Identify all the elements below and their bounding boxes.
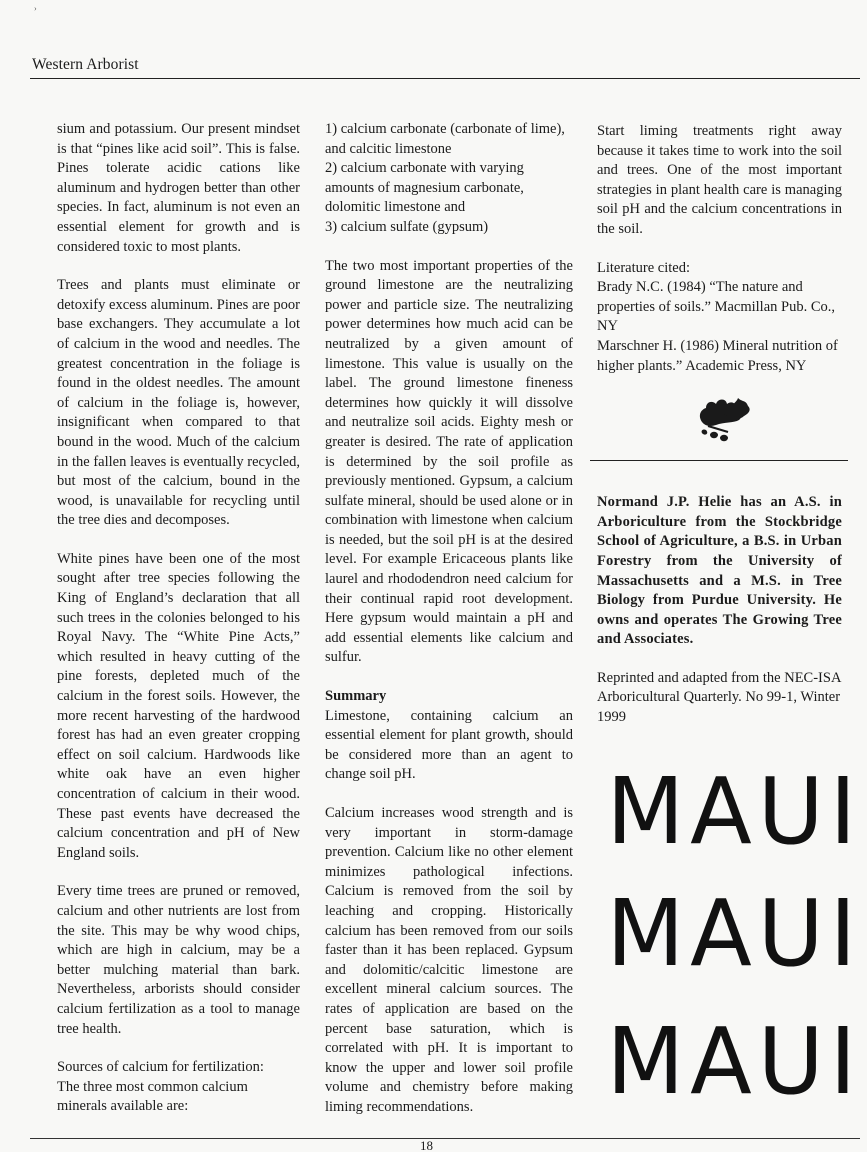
author-bio: Normand J.P. Helie has an A.S. in Arboriculture from the Stockbridge School of Agriculture, a B.S. in Urban Forestry from the University of Massachusetts and a M.S. in Tree Biology from Purdue University. He owns and operates The Growing Tree and Associates. bbox=[597, 494, 842, 648]
paragraph: Trees and plants must eliminate or detoxify excess aluminum. Pines are poor base exchangers. They accumulate a lot of calcium in the wood and needles. The greatest concentration in the foliage is found in the oldest needles. The amount of calcium in the foliage is, however, insignificant when compared to that bound in the wood. Much of the calcium in the fallen leaves is eventually recycled, but most of the calcium, bound in the wood, is unavailable for recycling until the tree dies and decomposes. bbox=[57, 277, 300, 529]
summary-text: Limestone, containing calcium an essential element for plant growth, should be considered more than an agent to change soil pH. bbox=[325, 707, 573, 783]
header-rule bbox=[30, 78, 860, 79]
sources-heading: Sources of calcium for fertilization: bbox=[57, 1059, 264, 1076]
literature-heading: Literature cited: bbox=[597, 259, 690, 276]
section-divider bbox=[590, 460, 848, 461]
footer-rule bbox=[30, 1138, 860, 1139]
literature-cited bbox=[597, 259, 842, 377]
page-number: 18 bbox=[420, 1139, 433, 1152]
summary-heading: Summary bbox=[325, 688, 387, 705]
paragraph: Calcium increases wood strength and is very important in storm-damage prevention. Calcium like no other element minimizes pathological infections. Calcium is removed from the soil by leaching and cropping. Historically calcium has been removed from our soils faster than it has been replaced. Gypsum and dolomitic/calcitic limestone are excellent mineral calcium sources. The rates of application are based on the percent base saturation, which is correlated with pH. It is important to know the upper and lower soil profile volume and chemistry before making liming recommendations. bbox=[325, 805, 573, 1115]
list-item: 1) calcium carbonate (carbonate of lime), and calcitic limestone bbox=[325, 121, 565, 157]
paragraph: Every time trees are pruned or removed, calcium and other nutrients are lost from the site. This may be why wood chips, which are high in calcium, may be a better mulching material than bark. Nevertheless, arborists should consider calcium fertilization as a tool to manage tree health. bbox=[57, 883, 300, 1037]
paragraph: The two most important properties of the ground limestone are the neutralizing power and particle size. The neutralizing power determines how much acid can be neutralized by a given amount of limestone. This value is usually on the label. The ground limestone fineness determines how quickly it will dissolve and neutralize soil acids. Eighty mesh or greater is desired. The rate of application is determined by the soil profile as previously mentioned. Gypsum, a calcium sulfate mineral, should be used alone or in combination with limestone when calcium is needed, but the soil pH is at the desired level. For example Ericaceous plants like laurel and rhododendron need calcium for their continual rapid root development. Here gypsum would maintain a pH and add essential elements like calcium and sulfur. bbox=[325, 257, 573, 666]
running-header: Western Arborist bbox=[32, 56, 139, 73]
maui-ad-text: MAUI bbox=[606, 880, 863, 987]
column-2 bbox=[325, 120, 573, 1137]
reference: Marschner H. (1986) Mineral nutrition of higher plants.” Academic Press, NY bbox=[597, 337, 838, 374]
column-1 bbox=[57, 120, 300, 1136]
paragraph: sium and potassium. Our present mindset is that “pines like acid soil”. This is false. Pines tolerate acidic cations like aluminum and hydrogen better than other species. In fact, aluminum is not even an essential element for growth and is considered toxic to most plants. bbox=[57, 121, 300, 255]
sources-intro: The three most common calcium minerals available are: bbox=[57, 1078, 248, 1115]
paragraph: Start liming treatments right away because it takes time to work into the soil and trees. One of the most important strategies in plant health care is managing soil pH and the calcium concentrations in the soil. bbox=[597, 123, 842, 237]
scan-speck: › bbox=[34, 4, 37, 13]
mineral-list bbox=[325, 120, 573, 238]
reference: Brady N.C. (1984) “The nature and properties of soils.” Macmillan Pub. Co., NY bbox=[597, 279, 836, 335]
list-item: 2) calcium carbonate with varying amounts of magnesium carbonate, dolomitic limestone and bbox=[325, 160, 524, 216]
paragraph: White pines have been one of the most sought after tree species following the King of England’s declaration that all such trees in the colonies belonged to his Royal Navy. The “White Pine Acts,” which resulted in heavy cutting of the pine forests, depleted much of the calcium in the forest soils. However, the more recent harvesting of the hardwood forest has had an even greater cropping effect on soil calcium. Hardwoods like white oak have an even higher concentration of calcium in their wood. These past events have decreased the calcium concentration and pH of New England soils. bbox=[57, 550, 300, 861]
maui-ad-text: MAUI bbox=[606, 758, 863, 865]
reprint-note: Reprinted and adapted from the NEC-ISA Arboricultural Quarterly. No 99-1, Winter 1999 bbox=[597, 669, 841, 726]
list-item: 3) calcium sulfate (gypsum) bbox=[325, 218, 489, 235]
paragraph bbox=[57, 1058, 300, 1117]
summary-section bbox=[325, 687, 573, 785]
oak-leaf-ornament-icon bbox=[694, 392, 754, 442]
maui-ad-text: MAUI bbox=[606, 1008, 863, 1115]
